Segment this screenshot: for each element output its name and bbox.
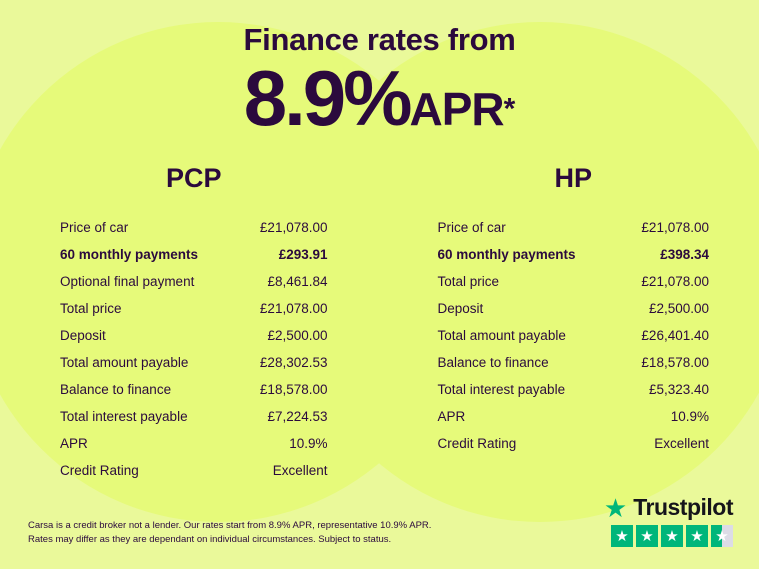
- trustpilot-stars: [604, 525, 733, 547]
- table-row: [60, 268, 328, 295]
- column-title-pcp: PCP: [165, 163, 222, 193]
- table-row: [60, 295, 328, 322]
- row-label: Credit Rating: [437, 436, 517, 451]
- table-row: [438, 295, 710, 322]
- finance-column-pcp: [0, 163, 380, 484]
- rate-asterisk: *: [503, 92, 516, 126]
- table-row: [438, 322, 710, 349]
- row-value: £2,500.00: [267, 328, 328, 343]
- row-label: Balance to finance: [60, 382, 172, 397]
- row-label: Credit Rating: [60, 463, 139, 478]
- row-label: 60 monthly payments: [60, 247, 199, 262]
- row-label: Total amount payable: [60, 355, 189, 370]
- table-row: [60, 376, 328, 403]
- trustpilot-logo: [604, 494, 733, 521]
- finance-column-hp: [380, 163, 759, 484]
- row-label: Deposit: [437, 301, 484, 316]
- table-row: [438, 349, 710, 376]
- star-glyph: ★: [715, 527, 729, 545]
- row-value: £26,401.40: [641, 328, 709, 343]
- headline-rate: [0, 54, 759, 142]
- row-value: 10.9%: [670, 409, 709, 424]
- table-row: [438, 403, 710, 430]
- row-value: £398.34: [660, 247, 709, 262]
- spec-table-pcp: [60, 214, 328, 484]
- trustpilot-rating: [604, 494, 733, 547]
- row-value: £18,578.00: [259, 382, 328, 397]
- rating-star-3-icon: [661, 525, 683, 547]
- row-label: 60 monthly payments: [437, 247, 576, 262]
- row-label: Total interest payable: [437, 382, 566, 397]
- row-value: 10.9%: [289, 436, 328, 451]
- rating-star-4-icon: [686, 525, 708, 547]
- row-value: £21,078.00: [259, 301, 328, 316]
- star-glyph: ★: [665, 527, 679, 545]
- row-label: APR: [437, 409, 466, 424]
- table-row: [438, 214, 710, 241]
- table-row: [60, 322, 328, 349]
- star-glyph: ★: [690, 527, 704, 545]
- row-value: £7,224.53: [267, 409, 328, 424]
- rating-star-1-icon: [611, 525, 633, 547]
- rating-star-5-half-icon: [711, 525, 733, 547]
- row-value: £28,302.53: [259, 355, 328, 370]
- star-glyph: ★: [615, 527, 629, 545]
- trustpilot-wordmark: Trustpilot: [633, 494, 733, 520]
- page-title: Finance rates from: [243, 22, 516, 57]
- row-label: Total interest payable: [60, 409, 188, 424]
- row-label: APR: [60, 436, 88, 451]
- row-label: Balance to finance: [437, 355, 549, 370]
- row-value: £2,500.00: [648, 301, 709, 316]
- row-label: Price of car: [437, 220, 506, 235]
- column-title-hp: HP: [554, 163, 592, 193]
- trustpilot-star-icon: ★: [603, 492, 628, 523]
- table-row: [60, 430, 328, 457]
- rate-value: 8.9%: [243, 54, 410, 142]
- row-label: Deposit: [60, 328, 106, 343]
- table-row: [438, 376, 710, 403]
- row-label: Total amount payable: [437, 328, 566, 343]
- table-row: [438, 430, 710, 457]
- table-row: [60, 214, 328, 241]
- row-value: £18,578.00: [641, 355, 709, 370]
- row-value: £8,461.84: [267, 274, 328, 289]
- footer: [0, 492, 759, 569]
- row-label: Price of car: [60, 220, 129, 235]
- spec-table-hp: [438, 214, 710, 457]
- row-value: £5,323.40: [648, 382, 709, 397]
- table-row: [438, 241, 710, 268]
- row-label: Total price: [60, 301, 122, 316]
- row-label: Optional final payment: [60, 274, 195, 289]
- row-value: £21,078.00: [641, 274, 709, 289]
- star-glyph: ★: [640, 527, 654, 545]
- row-value: £21,078.00: [259, 220, 328, 235]
- table-row: [60, 457, 328, 484]
- row-value: Excellent: [272, 463, 328, 478]
- rate-unit: APR: [409, 83, 504, 135]
- table-row: [438, 268, 710, 295]
- disclaimer-text: Carsa is a credit broker not a lender. Our rates start from 8.9% APR, representative 10.9% APR. Rates may differ as they are dependant on individual circumstances. Subject to status.: [28, 520, 432, 546]
- table-row: [60, 403, 328, 430]
- rating-star-2-icon: [636, 525, 658, 547]
- table-row: [60, 241, 328, 268]
- finance-columns: [0, 163, 759, 484]
- row-value: Excellent: [654, 436, 709, 451]
- row-label: Total price: [437, 274, 500, 289]
- row-value: £21,078.00: [641, 220, 709, 235]
- row-value: £293.91: [278, 247, 328, 262]
- table-row: [60, 349, 328, 376]
